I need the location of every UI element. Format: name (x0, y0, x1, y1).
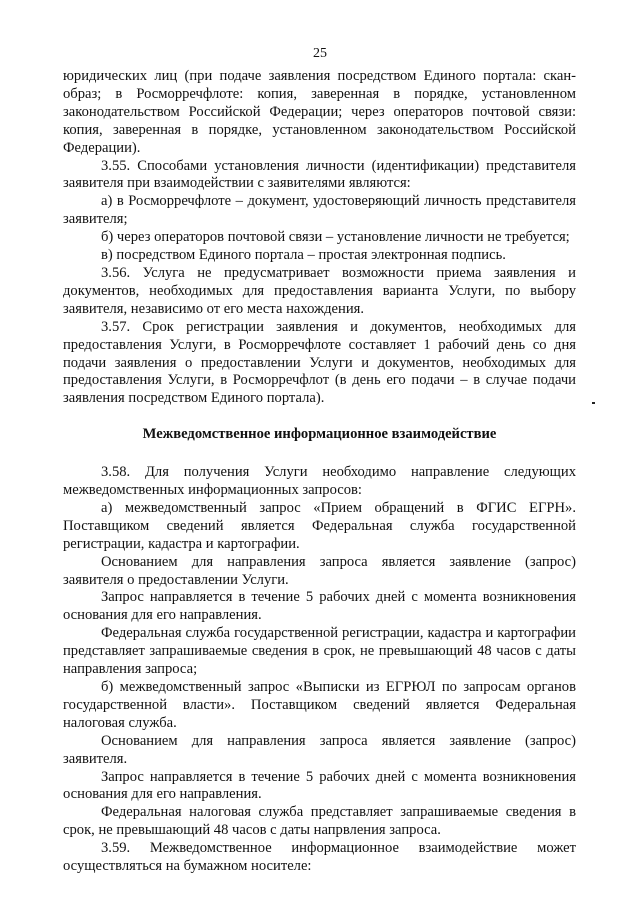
paragraph: 3.55. Способами установления личности (идентификации) представителя заявителя при взаимодействии с заявителями являются: (63, 157, 576, 192)
paragraph: Федеральная налоговая служба представляет запрашиваемые сведения в срок, не превышающий 48 часов с даты напрвления запроса. (63, 804, 576, 839)
section-heading: Межведомственное информационное взаимодействие (142, 426, 497, 443)
paragraph: Федеральная служба государственной регистрации, кадастра и картографии представляет запрашиваемые сведения в срок, не превышающий 48 часов с даты направления запроса; (63, 625, 576, 678)
paragraph: 3.56. Услуга не предусматривает возможности приема заявления и документов, необходимых для предоставления варианта Услуги, по выбору заявителя, независимо от его места нахождения. (63, 264, 576, 317)
paragraph: Запрос направляется в течение 5 рабочих дней с момента возникновения основания для его направления. (63, 589, 576, 624)
paragraph: 3.57. Срок регистрации заявления и документов, необходимых для предоставления Услуги, в Росморречфлоте составляет 1 рабочий день со дня подачи заявления о предоставлении Услуги и документов, необходимых для предоставления Услуги, в Росморречфлот (в день его подачи – в случае подачи заявления посредством Единого портала). (63, 318, 576, 407)
paragraph: Основанием для направления запроса является заявление (запрос) заявителя о предоставлении Услуги. (63, 553, 576, 588)
paragraph: 3.58. Для получения Услуги необходимо направление следующих межведомственных информационных запросов: (63, 464, 576, 499)
paragraph: 3.59. Межведомственное информационное взаимодействие может осуществляться на бумажном носителе: (63, 840, 576, 875)
paragraph: юридических лиц (при подаче заявления посредством Единого портала: скан-образ; в Росморречфлоте: копия, заверенная в порядке, установленном законодательством Российской Федерации; через операторов почтовой связи: копия, заверенная в порядке, установленном законодательством Российской Федерации). (63, 68, 576, 156)
paragraph: а) в Росморречфлоте – документ, удостоверяющий личность представителя заявителя; (63, 193, 576, 228)
page-number: 25 (313, 46, 327, 61)
paragraph: Основанием для направления запроса является заявление (запрос) заявителя. (63, 732, 576, 767)
paragraph: в) посредством Единого портала – простая электронная подпись. (101, 247, 506, 264)
paragraph: Запрос направляется в течение 5 рабочих дней с момента возникновения основания для его направления. (63, 768, 576, 803)
paragraph: б) через операторов почтовой связи – установление личности не требуется; (101, 229, 570, 246)
margin-mark (592, 402, 595, 404)
paragraph: а) межведомственный запрос «Прием обращений в ФГИС ЕГРН». Поставщиком сведений является Федеральная служба государственной регистрации, кадастра и картографии. (63, 499, 576, 552)
document-body (63, 68, 576, 876)
paragraph: б) межведомственный запрос «Выписки из ЕГРЮЛ по запросам органов государственной власти». Поставщиком сведений является Федеральная налоговая служба. (63, 679, 576, 731)
